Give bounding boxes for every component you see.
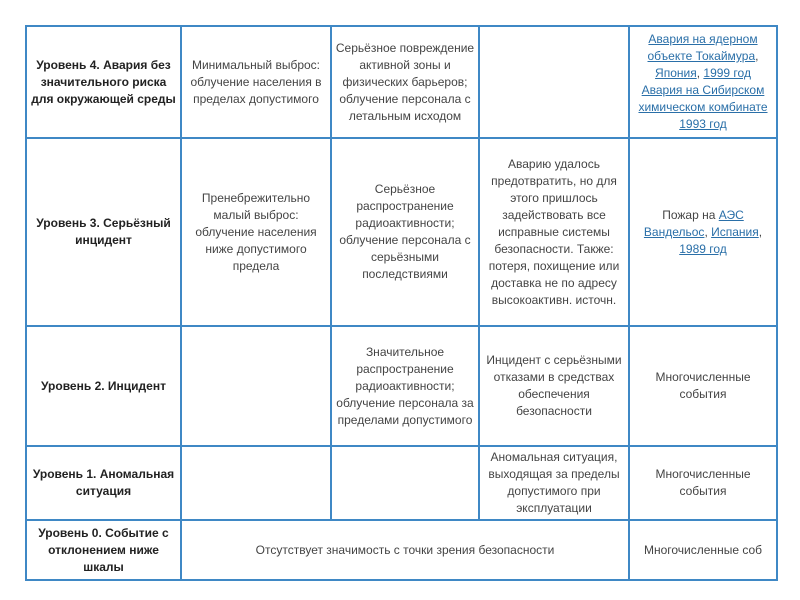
separator: , <box>704 224 712 239</box>
merged-impact-cell: Отсутствует значимость с точки зрения безопасности <box>181 520 629 580</box>
level-cell: Уровень 1. Аномальная ситуация <box>26 446 181 520</box>
table-row <box>26 326 777 446</box>
inside-impact-cell: Значительное распространение радиоактивности; облучение персонала за пределами допустимого <box>331 326 479 446</box>
separator: , <box>696 66 704 80</box>
examples-cell: Многочисленные события <box>629 326 777 446</box>
level-cell: Уровень 4. Авария без значительного риска для окружающей среды <box>26 26 181 138</box>
defense-cell: Инцидент с серьёзными отказами в средствах обеспечения безопасности <box>479 326 629 446</box>
link-siberian-chemical-plant[interactable]: Авария на Сибирском химическом комбинате 1993 год <box>638 83 768 131</box>
defense-cell <box>479 26 629 138</box>
ines-scale-table <box>25 25 778 581</box>
level-cell: Уровень 0. Событие с отклонением ниже шкалы <box>26 520 181 580</box>
link-spain[interactable]: Испания <box>711 224 759 239</box>
outside-impact-cell <box>181 326 331 446</box>
examples-cell: Многочисленные события <box>629 446 777 520</box>
level-cell: Уровень 3. Серьёзный инцидент <box>26 138 181 326</box>
link-vandellos[interactable]: АЭС Вандельос <box>643 207 744 239</box>
outside-impact-cell <box>181 446 331 520</box>
examples-cell: Многочисленные соб <box>629 520 777 580</box>
inside-impact-cell: Серьёзное распространение радиоактивности; облучение персонала с серьёзными последствиями <box>331 138 479 326</box>
examples-cell <box>629 138 777 326</box>
level-cell: Уровень 2. Инцидент <box>26 326 181 446</box>
examples-cell <box>629 26 777 138</box>
table-row <box>26 26 777 138</box>
separator: , <box>755 49 759 63</box>
table-row <box>26 520 777 580</box>
defense-cell: Аномальная ситуация, выходящая за пределы допустимого при эксплуатации <box>479 446 629 520</box>
outside-impact-cell: Пренебрежительно малый выброс: облучение населения ниже допустимого предела <box>181 138 331 326</box>
link-1989[interactable]: 1989 год <box>679 241 727 256</box>
inside-impact-cell: Серьёзное повреждение активной зоны и физических барьеров; облучение персонала с летальным исходом <box>331 26 479 138</box>
table-row <box>26 138 777 326</box>
link-1999[interactable]: 1999 год <box>703 66 751 80</box>
link-japan[interactable]: Япония <box>655 66 697 80</box>
separator: , <box>758 224 763 239</box>
defense-cell: Аварию удалось предотвратить, но для этого пришлось задействовать все исправные системы безопасности. Также: потеря, похищение или доставка не по адресу высокоактивн. источн. <box>479 138 629 326</box>
example-text: Пожар на <box>662 207 719 222</box>
inside-impact-cell <box>331 446 479 520</box>
link-tokaimura[interactable]: Авария на ядерном объекте Токаймура <box>647 32 758 63</box>
outside-impact-cell: Минимальный выброс: облучение населения в пределах допустимого <box>181 26 331 138</box>
table-row <box>26 446 777 520</box>
